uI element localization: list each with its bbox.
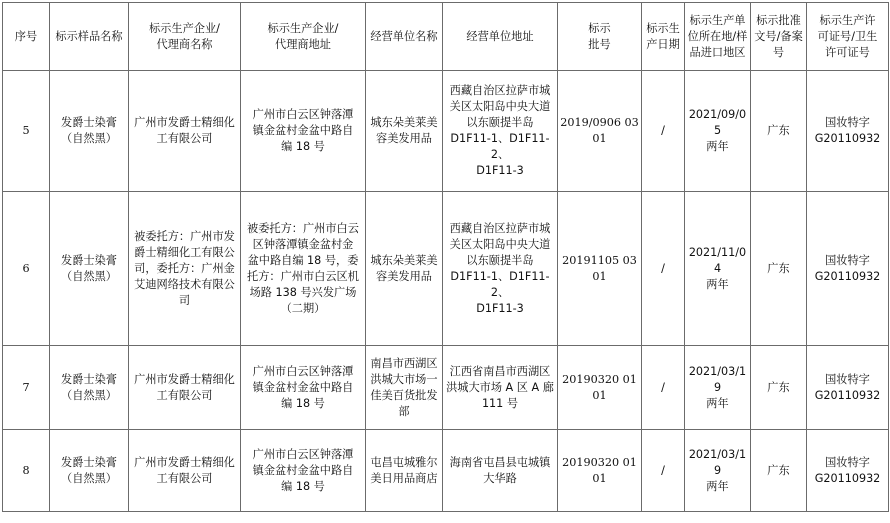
sample-table <box>2 2 889 512</box>
cell-index: 7 <box>3 346 50 430</box>
cell-seller: 屯昌屯城雅尔 美日用品商店 <box>366 430 443 512</box>
cell-product: 发爵士染膏 （自然黑） <box>50 430 129 512</box>
cell-prod-date: / <box>642 71 685 192</box>
col-header-batch: 标示 批号 <box>558 3 642 71</box>
cell-index: 6 <box>3 192 50 346</box>
col-header-license: 标示生产许 可证号/卫生 许可证号 <box>807 3 889 71</box>
col-header-prod-date: 标示生 产日期 <box>642 3 685 71</box>
cell-manufacturer: 广州市发爵士精细化 工有限公司 <box>129 430 241 512</box>
cell-manufacturer: 被委托方：广州市发 爵士精细化工有限公 司，委托方：广州金 艾迪网络技术有限公 司 <box>129 192 241 346</box>
cell-manufacturer: 广州市发爵士精细化 工有限公司 <box>129 346 241 430</box>
cell-mfr-address: 广州市白云区钟落潭 镇金盆村金盆中路自 编 18 号 <box>241 346 366 430</box>
col-header-mfr-address: 标示生产企业/ 代理商地址 <box>241 3 366 71</box>
cell-license: 国妆特字 G20110932 <box>807 192 889 346</box>
col-header-product: 标示样品名称 <box>50 3 129 71</box>
col-header-seller: 经营单位名称 <box>366 3 443 71</box>
cell-product: 发爵士染膏 （自然黑） <box>50 71 129 192</box>
col-header-seller-address: 经营单位地址 <box>443 3 558 71</box>
col-header-index: 序号 <box>3 3 50 71</box>
cell-region: 2021/03/19 两年 <box>685 346 751 430</box>
cell-seller: 城东朵美莱美 容美发用品 <box>366 71 443 192</box>
cell-prod-date: / <box>642 346 685 430</box>
cell-prod-date: / <box>642 192 685 346</box>
table-row <box>3 346 889 430</box>
cell-seller-address: 海南省屯昌县屯城镇 大华路 <box>443 430 558 512</box>
cell-seller: 南昌市西湖区 洪城大市场一 佳美百货批发 部 <box>366 346 443 430</box>
cell-approval: 广东 <box>751 430 807 512</box>
cell-batch: 20191105 0301 <box>558 192 642 346</box>
cell-mfr-address: 广州市白云区钟落潭 镇金盆村金盆中路自 编 18 号 <box>241 430 366 512</box>
cell-prod-date: / <box>642 430 685 512</box>
cell-manufacturer: 广州市发爵士精细化 工有限公司 <box>129 71 241 192</box>
cell-seller-address: 西藏自治区拉萨市城 关区太阳岛中央大道 以东颐提半岛 D1F11-1、D1F11-2、 D1F11-3 <box>443 71 558 192</box>
table-row <box>3 430 889 512</box>
table-row <box>3 71 889 192</box>
col-header-approval: 标示批准 文号/备案 号 <box>751 3 807 71</box>
cell-index: 8 <box>3 430 50 512</box>
cell-product: 发爵士染膏 （自然黑） <box>50 192 129 346</box>
col-header-manufacturer: 标示生产企业/ 代理商名称 <box>129 3 241 71</box>
cell-region: 2021/11/04 两年 <box>685 192 751 346</box>
cell-batch: 20190320 0101 <box>558 346 642 430</box>
col-header-region: 标示生产单 位所在地/样 品进口地区 <box>685 3 751 71</box>
cell-mfr-address: 被委托方：广州市白云 区钟落潭镇金盆村金 盆中路自编 18 号，委 托方：广州市白云区机 场路 138 号兴发广场 （二期） <box>241 192 366 346</box>
cell-approval: 广东 <box>751 71 807 192</box>
cell-approval: 广东 <box>751 346 807 430</box>
cell-license: 国妆特字 G20110932 <box>807 71 889 192</box>
cell-license: 国妆特字 G20110932 <box>807 346 889 430</box>
cell-approval: 广东 <box>751 192 807 346</box>
cell-product: 发爵士染膏 （自然黑） <box>50 346 129 430</box>
cell-region: 2021/03/19 两年 <box>685 430 751 512</box>
cell-index: 5 <box>3 71 50 192</box>
cell-batch: 20190320 0101 <box>558 430 642 512</box>
cell-license: 国妆特字 G20110932 <box>807 430 889 512</box>
cell-seller-address: 西藏自治区拉萨市城 关区太阳岛中央大道 以东颐提半岛 D1F11-1、D1F11-2、 D1F11-3 <box>443 192 558 346</box>
table-row <box>3 192 889 346</box>
cell-mfr-address: 广州市白云区钟落潭 镇金盆村金盆中路自 编 18 号 <box>241 71 366 192</box>
cell-seller-address: 江西省南昌市西湖区 洪城大市场 A 区 A 廊 111 号 <box>443 346 558 430</box>
header-row <box>3 3 889 71</box>
cell-batch: 2019/0906 0301 <box>558 71 642 192</box>
cell-seller: 城东朵美莱美 容美发用品 <box>366 192 443 346</box>
cell-region: 2021/09/05 两年 <box>685 71 751 192</box>
